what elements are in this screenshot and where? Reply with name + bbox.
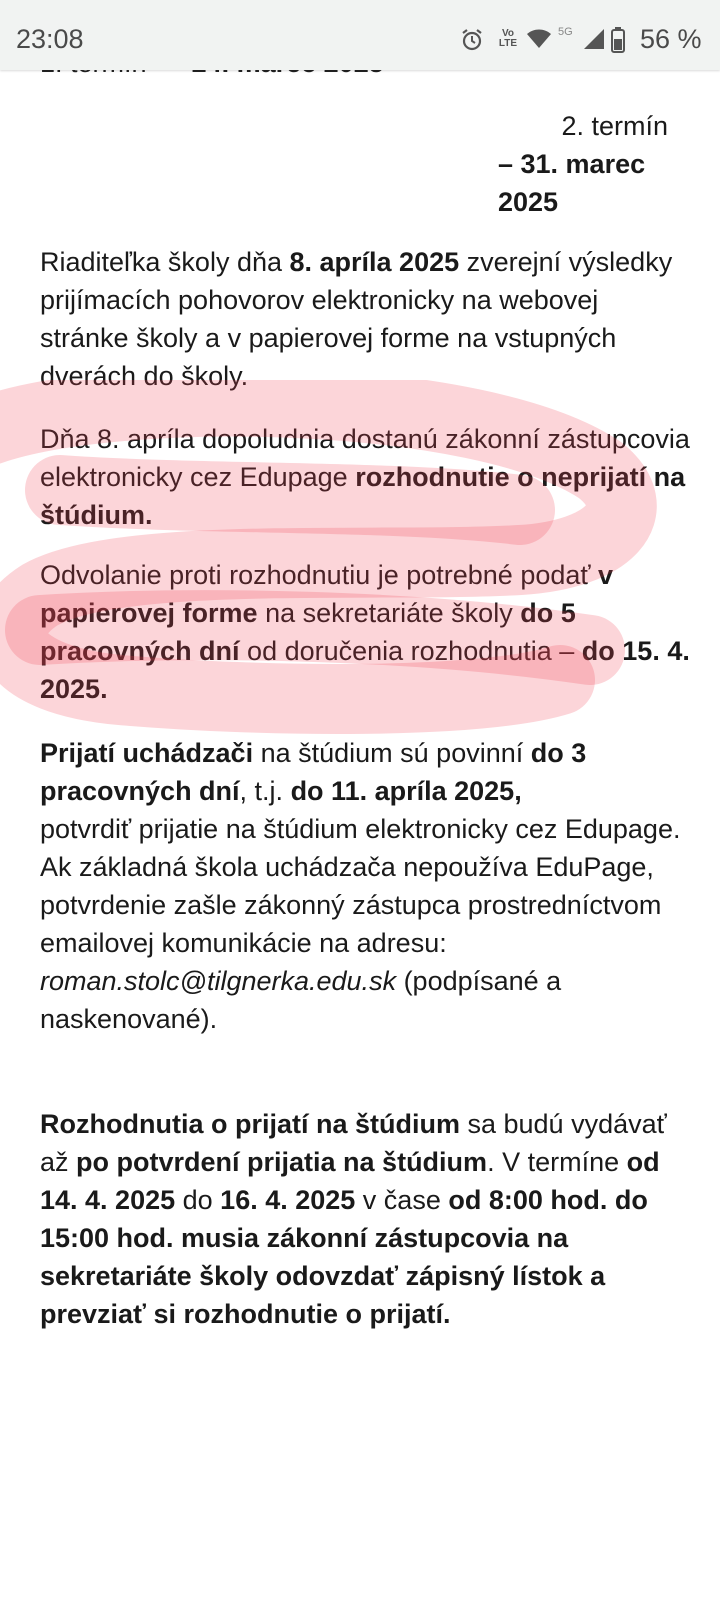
appeal-paragraph: Odvolanie proti rozhodnutiu je potrebné podať v papierovej forme na sekretariáte školy do 5 pracovných dní od doručenia rozhodnutia – do 15. 4. 2025. — [40, 560, 690, 704]
clock: 23:08 — [16, 24, 84, 54]
alarm-icon — [460, 28, 484, 52]
termin2-block — [498, 107, 688, 221]
battery-percentage: 56 % — [640, 24, 702, 54]
status-bar — [0, 0, 720, 70]
decision-paragraph: Rozhodnutia o prijatí na štúdium sa budú vydávať až po potvrdení prijatia na štúdium. V termíne od 14. 4. 2025 do 16. 4. 2025 v čase od 8:00 hod. do 15:00 hod. musia zákonní zástupcovia na sekretariáte školy odovzdať zápisný lístok a prevziať si rozhodnutie o prijatí. — [40, 1109, 667, 1329]
termin2-label: 2. termín — [561, 111, 668, 141]
wifi-icon — [526, 28, 552, 50]
termin2-date: – 31. marec 2025 — [498, 149, 646, 217]
volte-icon: Vo LTE — [498, 28, 518, 49]
battery-icon — [611, 27, 625, 53]
admission-paragraph: Prijatí uchádzači na štúdium sú povinní do 3 pracovných dní, t.j. do 11. apríla 2025, potvrdiť prijatie na štúdium elektronicky cez Edupage. Ak základná škola uchádzača nepoužíva EduPage, potvrdenie zašle zákonný zástupca prostredníctvom emailovej komunikácie na adresu: roman.stolc@tilgnerka.edu.sk (podpísané a naskenované). — [40, 738, 681, 1034]
rejection-paragraph: Dňa 8. apríla dopoludnia dostanú zákonní zástupcovia elektronicky cez Edupage rozhodnutie o neprijatí na štúdium. — [40, 424, 690, 530]
signal-icon — [582, 28, 606, 50]
network-type-label: 5G — [558, 26, 573, 38]
email-link[interactable]: roman.stolc@tilgnerka.edu.sk — [40, 966, 397, 996]
results-paragraph: Riaditeľka školy dňa 8. apríla 2025 zverejní výsledky prijímacích pohovorov elektronicky na webovej stránke školy a v papierovej forme na vstupných dverách do školy. — [40, 247, 673, 391]
